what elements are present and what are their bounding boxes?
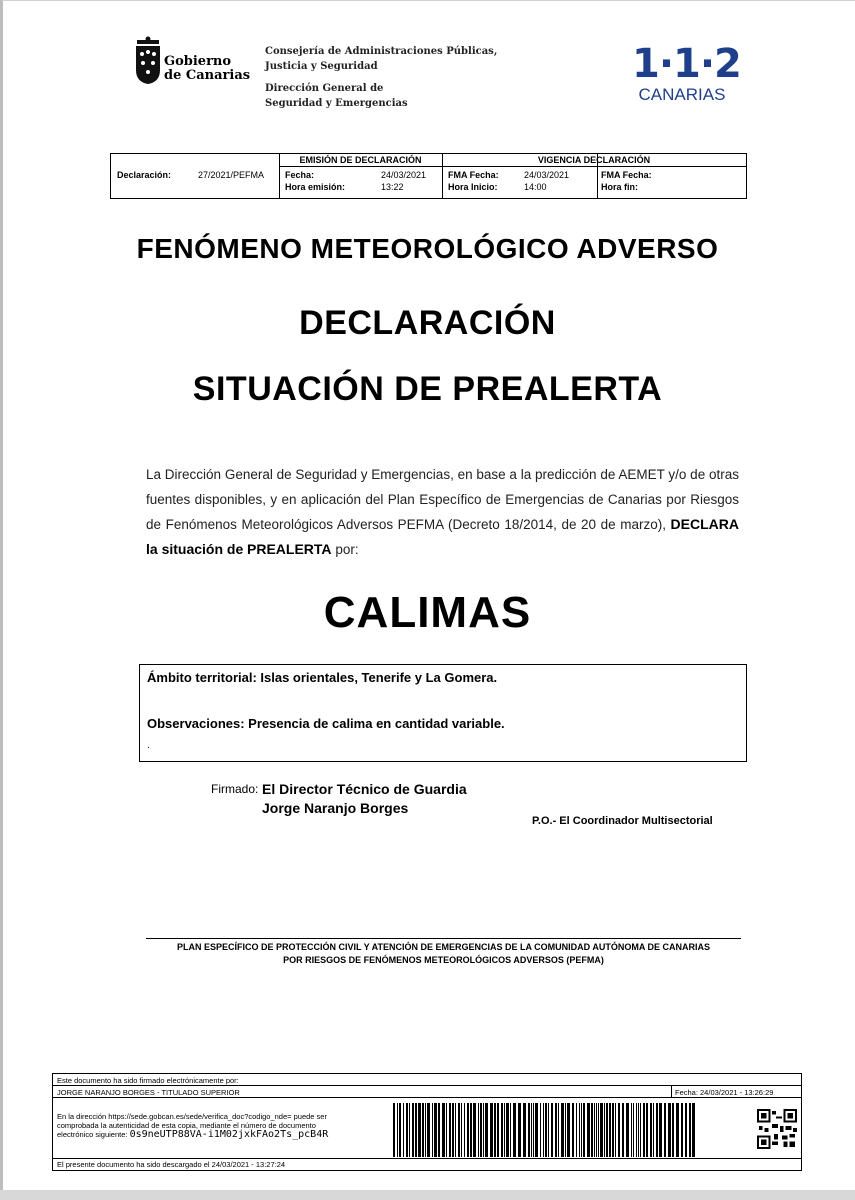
direccion-line2: Seguridad y Emergencias bbox=[265, 98, 408, 109]
gobierno-canarias-name bbox=[164, 55, 250, 83]
details-dot: . bbox=[147, 740, 150, 751]
fma-fecha-fin-label: FMA Fecha: bbox=[601, 170, 652, 180]
barcode-bar bbox=[640, 1103, 641, 1157]
direccion-line1: Dirección General de bbox=[265, 83, 384, 94]
hora-inicio-label: Hora Inicio: bbox=[448, 182, 498, 192]
barcode-bar bbox=[543, 1103, 544, 1157]
por-text: por: bbox=[335, 542, 359, 557]
barcode-bar bbox=[604, 1103, 605, 1157]
barcode-bar bbox=[494, 1103, 496, 1157]
barcode-bar bbox=[531, 1103, 532, 1157]
barcode-bar bbox=[594, 1103, 595, 1157]
prealerta-text: PREALERTA bbox=[247, 541, 332, 557]
barcode-bar bbox=[452, 1103, 454, 1157]
barcode-bar bbox=[461, 1103, 462, 1157]
barcode-bar bbox=[615, 1103, 616, 1157]
barcode-bar bbox=[523, 1103, 526, 1157]
barcode-bar bbox=[626, 1103, 629, 1157]
paragraph-text: La Dirección General de Seguridad y Emergencias, en base a la predicción de AEMET y/o de otras fuentes disponibles, y en aplicación del Plan Específico de Emergencias de Canarias por Riesgos de Fenómenos Meteorológicos Adversos PEFMA (Decreto 18/2014, de 20 de marzo), bbox=[146, 467, 739, 532]
barcode-bar bbox=[409, 1103, 410, 1157]
barcode-bar bbox=[622, 1103, 624, 1157]
barcode-bar bbox=[432, 1103, 433, 1157]
barcode-bar bbox=[470, 1103, 472, 1157]
signer-text: JORGE NARANJO BORGES - TITULADO SUPERIOR bbox=[57, 1088, 240, 1097]
barcode-bar bbox=[596, 1103, 597, 1157]
plan-line1: PLAN ESPECÍFICO DE PROTECCIÓN CIVIL Y ATENCIÓN DE EMERGENCIAS DE LA COMUNIDAD AUTÓNOMA DE CANARIAS bbox=[176, 942, 711, 952]
barcode-bar bbox=[473, 1103, 476, 1157]
sig-divider bbox=[671, 1085, 672, 1097]
barcode-bar bbox=[631, 1103, 632, 1157]
barcode-bar bbox=[565, 1103, 566, 1157]
details-box bbox=[139, 664, 747, 762]
barcode-bar bbox=[458, 1103, 460, 1157]
barcode-bar bbox=[656, 1103, 658, 1157]
barcode-bar bbox=[478, 1103, 479, 1157]
barcode-bar bbox=[672, 1103, 674, 1157]
phenomenon-title: CALIMAS bbox=[323, 588, 532, 637]
barcode-bar bbox=[485, 1103, 488, 1157]
plan-footer bbox=[146, 941, 741, 967]
observaciones: Observaciones: Presencia de calima en cantidad variable. bbox=[147, 716, 505, 731]
sig-rule bbox=[53, 1085, 801, 1086]
barcode-bar bbox=[510, 1103, 511, 1157]
barcode-bar bbox=[643, 1103, 645, 1157]
barcode-bar bbox=[567, 1103, 570, 1157]
emision-header: EMISIÓN DE DECLARACIÓN bbox=[299, 155, 422, 165]
barcode-bar bbox=[638, 1103, 639, 1157]
barcode-bar bbox=[506, 1103, 509, 1157]
barcode-bar bbox=[528, 1103, 530, 1157]
barcode-bar bbox=[581, 1103, 582, 1157]
verify-line3: electrónico siguiente: bbox=[57, 1130, 128, 1139]
logo-112-number: 1·1·2 bbox=[632, 41, 741, 87]
barcode-bar bbox=[681, 1103, 683, 1157]
barcode-bar bbox=[551, 1103, 553, 1157]
barcode-bar bbox=[618, 1103, 620, 1157]
barcode-bar bbox=[676, 1103, 679, 1157]
barcode-bar bbox=[583, 1103, 585, 1157]
verify-line2: comprobada la autenticidad de esta copia, mediante el número de documento bbox=[57, 1121, 316, 1130]
ambito-territorial: Ámbito territorial: Islas orientales, Tenerife y La Gomera. bbox=[147, 670, 498, 685]
barcode-bar bbox=[650, 1103, 652, 1157]
e-signature-box bbox=[52, 1073, 802, 1171]
declara-text: DECLARA la situación de bbox=[146, 516, 739, 557]
barcode-bar bbox=[535, 1103, 538, 1157]
declaracion-value: 27/2021/PEFMA bbox=[198, 170, 265, 180]
barcode-bar bbox=[664, 1103, 666, 1157]
barcode-bar bbox=[393, 1103, 395, 1157]
sig-rule bbox=[53, 1097, 801, 1098]
firmado-por-text: Este documento ha sido firmado electrónicamente por: bbox=[57, 1076, 239, 1085]
barcode-bar bbox=[533, 1103, 534, 1157]
sig-rule bbox=[53, 1158, 801, 1159]
plan-line2: POR RIESGOS DE FENÓMENOS METEOROLÓGICOS ADVERSOS (PEFMA) bbox=[283, 955, 604, 965]
barcode-bar bbox=[480, 1103, 482, 1157]
barcode-bar bbox=[438, 1103, 440, 1157]
direccion-block bbox=[265, 81, 408, 111]
downloaded-text: El presente documento ha sido descargado el 24/03/2021 - 13:27:24 bbox=[57, 1160, 286, 1169]
barcode-bar bbox=[646, 1103, 648, 1157]
barcode-bar bbox=[555, 1103, 557, 1157]
fecha-label: Fecha: bbox=[285, 170, 315, 180]
barcode-bar bbox=[490, 1103, 493, 1157]
barcode-bar bbox=[685, 1103, 687, 1157]
barcode-bar bbox=[412, 1103, 414, 1157]
barcode-bar bbox=[425, 1103, 426, 1157]
barcode-bar bbox=[464, 1103, 465, 1157]
hora-fin-label: Hora fin: bbox=[601, 182, 638, 192]
barcode-bar bbox=[406, 1103, 408, 1157]
barcode-bar bbox=[422, 1103, 424, 1157]
sign-date-text: Fecha: 24/03/2021 - 13:26:29 bbox=[675, 1088, 774, 1097]
barcode-bar bbox=[561, 1103, 564, 1157]
barcode-bar bbox=[558, 1103, 559, 1157]
hora-emision-value: 13:22 bbox=[381, 182, 404, 192]
barcode-bar bbox=[576, 1103, 577, 1157]
logo-112-canarias bbox=[632, 41, 741, 104]
consejeria-line2: Justicia y Seguridad bbox=[265, 61, 378, 72]
table-header-rule bbox=[279, 166, 746, 167]
title-situacion: SITUACIÓN DE PREALERTA bbox=[192, 370, 663, 408]
plan-rule bbox=[146, 938, 741, 939]
barcode-bar bbox=[612, 1103, 614, 1157]
barcode-bar bbox=[399, 1103, 401, 1157]
consejeria-block bbox=[265, 44, 497, 74]
barcode-bar bbox=[591, 1103, 593, 1157]
barcode-bar bbox=[540, 1103, 541, 1157]
page-bottom-shadow bbox=[0, 1190, 855, 1200]
barcode-bar bbox=[545, 1103, 547, 1157]
fma-fecha-value: 24/03/2021 bbox=[524, 170, 570, 180]
body-paragraph bbox=[146, 462, 739, 562]
gobierno-line2: de Canarias bbox=[164, 68, 251, 83]
barcode-bar bbox=[442, 1103, 445, 1157]
signer-role: El Director Técnico de Guardia bbox=[262, 781, 467, 797]
consejeria-line1: Consejería de Administraciones Públicas, bbox=[265, 46, 498, 57]
fecha-value: 24/03/2021 bbox=[381, 170, 427, 180]
firmado-label: Firmado: bbox=[211, 782, 259, 796]
barcode-bar bbox=[609, 1103, 611, 1157]
declaration-table bbox=[110, 153, 747, 199]
barcode-bar bbox=[403, 1103, 404, 1157]
hora-inicio-value: 14:00 bbox=[524, 182, 547, 192]
barcode-bar bbox=[418, 1103, 421, 1157]
fma-fecha-label: FMA Fecha: bbox=[448, 170, 499, 180]
title-declaracion: DECLARACIÓN bbox=[299, 304, 556, 342]
vigencia-header: VIGENCIA DECLARACIÓN bbox=[537, 155, 651, 165]
logo-112-sub: CANARIAS bbox=[638, 85, 726, 104]
barcode bbox=[393, 1103, 697, 1157]
barcode-bar bbox=[659, 1103, 662, 1157]
barcode-bar bbox=[504, 1103, 505, 1157]
barcode-bar bbox=[415, 1103, 417, 1157]
qr-code-icon bbox=[757, 1109, 797, 1149]
signer-name: Jorge Naranjo Borges bbox=[262, 800, 409, 816]
barcode-bar bbox=[548, 1103, 549, 1157]
barcode-bar bbox=[606, 1103, 608, 1157]
document-code: 0s9neUTP88VA-i1M02jxkFAo2Ts_pcB4R bbox=[129, 1129, 329, 1140]
barcode-bar bbox=[633, 1103, 634, 1157]
barcode-bar bbox=[579, 1103, 580, 1157]
barcode-bar bbox=[513, 1103, 516, 1157]
barcode-bar bbox=[397, 1103, 398, 1157]
barcode-bar bbox=[692, 1103, 695, 1157]
barcode-bar bbox=[572, 1103, 574, 1157]
barcode-bar bbox=[518, 1103, 521, 1157]
title-fenomeno: FENÓMENO METEOROLÓGICO ADVERSO bbox=[136, 233, 719, 264]
barcode-bar bbox=[653, 1103, 654, 1157]
barcode-bar bbox=[483, 1103, 484, 1157]
barcode-bar bbox=[587, 1103, 590, 1157]
barcode-bar bbox=[446, 1103, 447, 1157]
barcode-bar bbox=[501, 1103, 503, 1157]
barcode-bar bbox=[689, 1103, 691, 1157]
verify-text bbox=[57, 1112, 328, 1139]
barcode-bar bbox=[434, 1103, 437, 1157]
po-coordinador: P.O.- El Coordinador Multisectorial bbox=[532, 815, 713, 827]
hora-emision-label: Hora emisión: bbox=[285, 182, 346, 192]
declaracion-label: Declaración: bbox=[117, 170, 172, 180]
barcode-bar bbox=[467, 1103, 469, 1157]
gobierno-line1: Gobierno bbox=[164, 54, 232, 69]
barcode-bar bbox=[449, 1103, 451, 1157]
barcode-bar bbox=[668, 1103, 671, 1157]
barcode-bar bbox=[598, 1103, 599, 1157]
barcode-bar bbox=[636, 1103, 637, 1157]
barcode-bar bbox=[427, 1103, 430, 1157]
signer-block bbox=[262, 780, 467, 818]
verify-line1: En la dirección https://sede.gobcan.es/sede/verifica_doc?codigo_nde= puede ser bbox=[57, 1112, 327, 1121]
barcode-bar bbox=[497, 1103, 499, 1157]
barcode-bar bbox=[600, 1103, 603, 1157]
barcode-bar bbox=[455, 1103, 456, 1157]
